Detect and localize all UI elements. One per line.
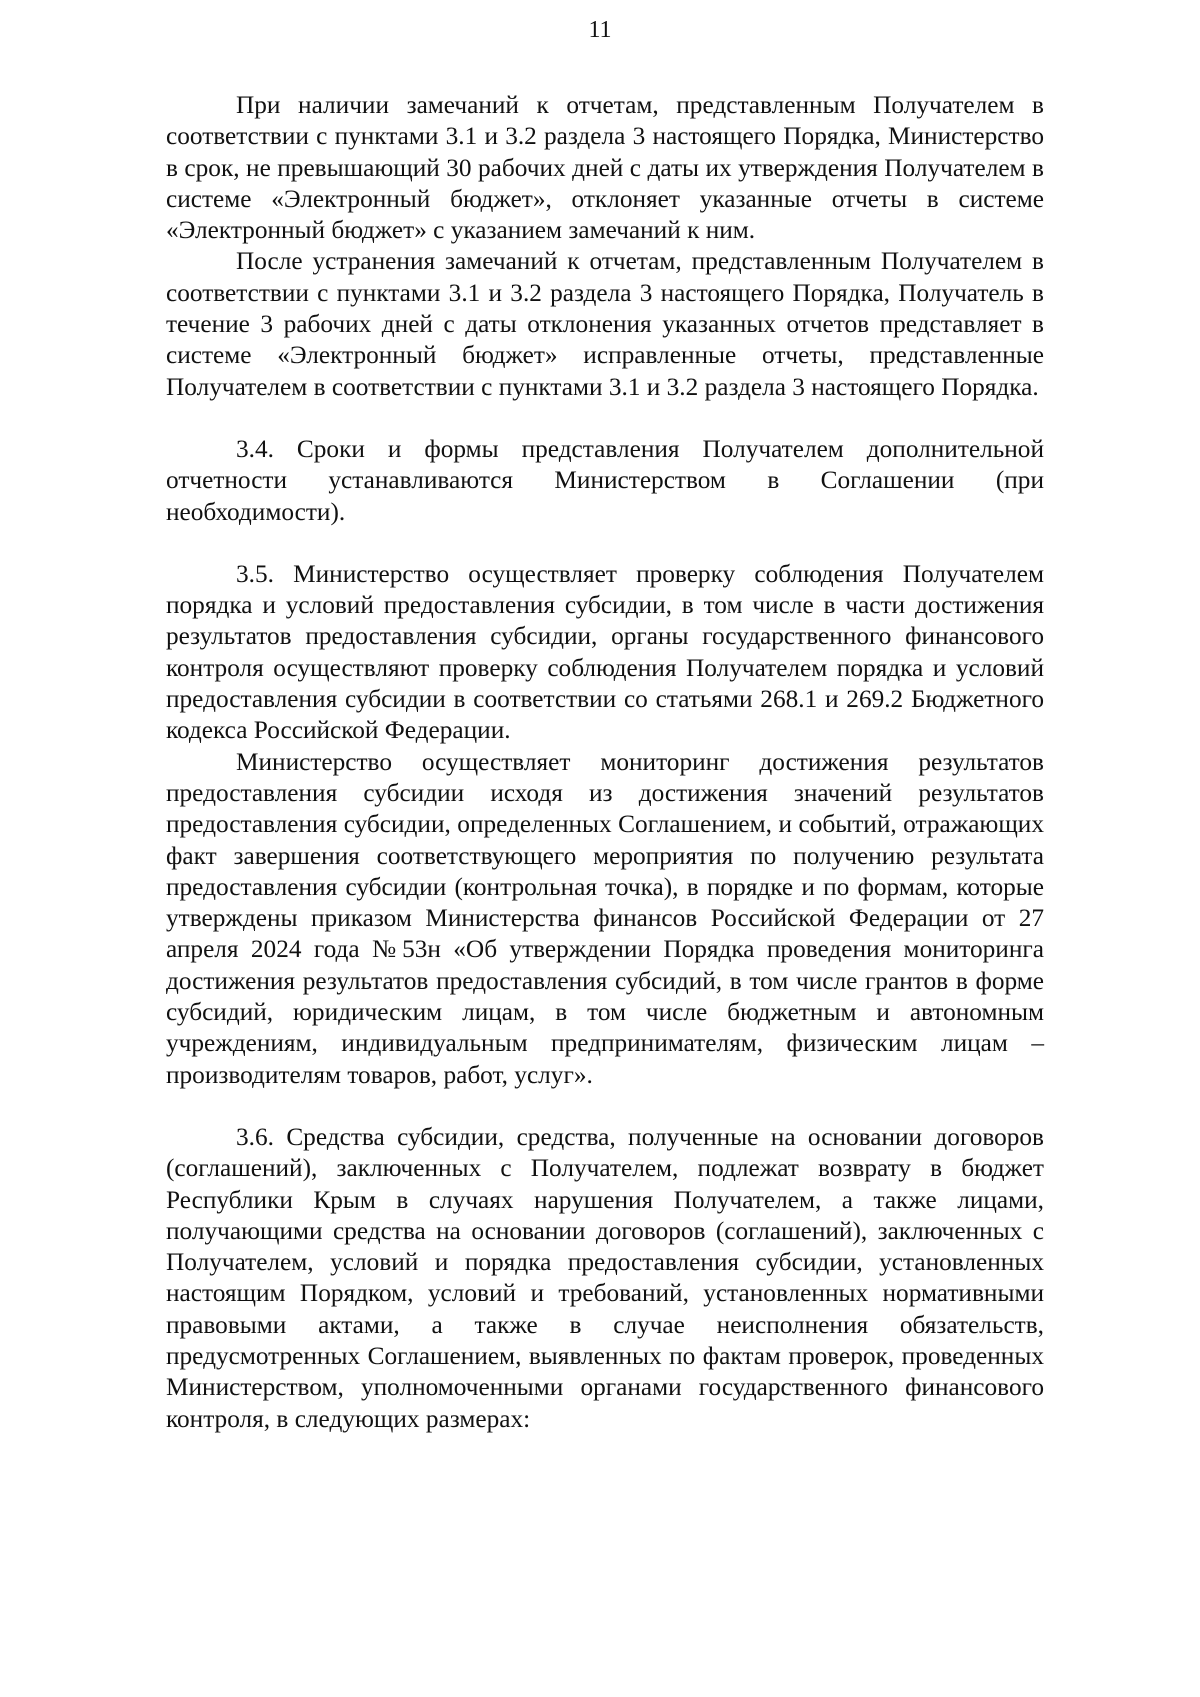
paragraph-corrected-reports: После устранения замечаний к отчетам, представленным Получателем в соответствии с пунктами 3.1 и 3.2 раздела 3 настоящего Порядка, Получатель в течение 3 рабочих дней с даты отклонения указанных отчетов представляет в системе «Электронный бюджет» исправленные отчеты, представленные Получателем в соответствии с пунктами 3.1 и 3.2 раздела 3 настоящего Порядка.	[166, 247, 1044, 401]
document-body	[166, 90, 1044, 1435]
paragraph-remarks-rejection: При наличии замечаний к отчетам, представленным Получателем в соответствии с пунктами 3.1 и 3.2 раздела 3 настоящего Порядка, Министерство в срок, не превышающий 30 рабочих дней с даты их утверждения Получателем в системе «Электронный бюджет», отклоняет указанные отчеты в системе «Электронный бюджет» с указанием замечаний к ним.	[166, 91, 1044, 245]
page-number: 11	[588, 17, 612, 43]
paragraph-3-6: 3.6. Средства субсидии, средства, полученные на основании договоров (соглашений), заключенных с Получателем, подлежат возврату в бюджет Республики Крым в случаях нарушения Получателем, а также лицами, получающими средства на основании договоров (соглашений), заключенных с Получателем, условий и порядка предоставления субсидии, установленных настоящим Порядком, условий и требований, установленных нормативными правовыми актами, а также в случае неисполнения обязательств, предусмотренных Соглашением, выявленных по фактам проверок, проведенных Министерством, уполномоченными органами государственного финансового контроля, в следующих размерах:	[166, 1122, 1044, 1433]
paragraph-monitoring: Министерство осуществляет мониторинг достижения результатов предоставления субсидии исходя из достижения значений результатов предоставления субсидии, определенных Соглашением, и событий, отражающих факт завершения соответствующего мероприятия по получению результата предоставления субсидии (контрольная точка), в порядке и по формам, которые утверждены приказом Министерства финансов Российской Федерации от 27 апреля 2024 года №53н «Об утверждении Порядка проведения мониторинга достижения результатов предоставления субсидий, в том числе грантов в форме субсидий, юридическим лицам, в том числе бюджетным и автономным учреждениям, индивидуальным предпринимателям, физическим лицам – производителям товаров, работ, услуг».	[166, 747, 1044, 1089]
paragraph-3-4: 3.4. Сроки и формы представления Получателем дополнительной отчетности устанавливаются Министерством в Соглашении (при необходимости).	[166, 434, 1044, 526]
paragraph-3-5: 3.5. Министерство осуществляет проверку соблюдения Получателем порядка и условий предоставления субсидии, в том числе в части достижения результатов предоставления субсидии, органы государственного финансового контроля осуществляют проверку соблюдения Получателем порядка и условий предоставления субсидии в соответствии со статьями 268.1 и 269.2 Бюджетного кодекса Российской Федерации.	[166, 559, 1044, 745]
